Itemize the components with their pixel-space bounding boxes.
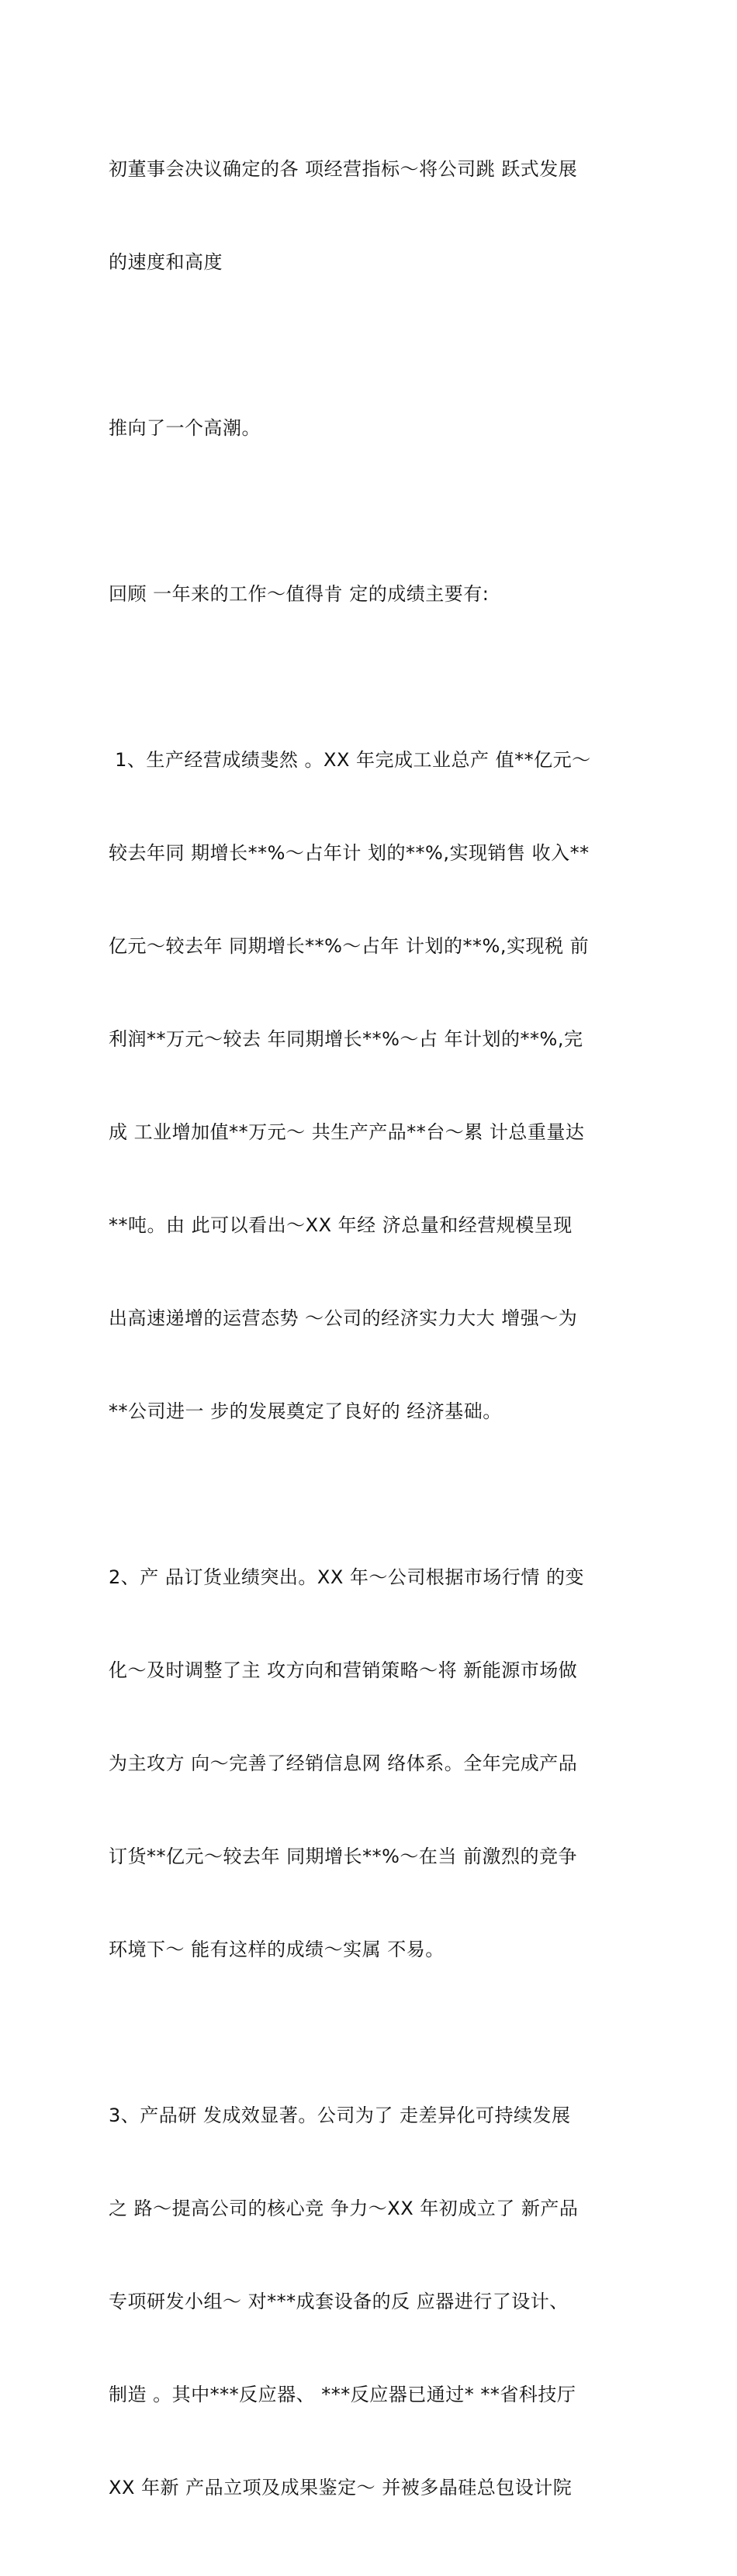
text-line: 订货**亿元～较去年 同期增长**%～在当 前激烈的竞争 <box>109 1846 578 1867</box>
paragraph-orders <box>109 1500 632 2027</box>
paragraph-production <box>109 682 632 1489</box>
text-line: 成 工业增加值**万元～ 共生产产品**台～累 计总重量达 <box>109 1121 585 1143</box>
text-line: 环境下～ 能有这样的成绩～实属 不易。 <box>109 1939 445 1960</box>
text-line: 2、产 品订货业绩突出。XX 年～公司根据市场行情 的变 <box>109 1566 585 1588</box>
document-body <box>109 92 632 2576</box>
text-line: **公司进一 步的发展奠定了良好的 经济基础。 <box>109 1400 502 1422</box>
paragraph-rnd <box>109 2038 632 2565</box>
text-line: 亿元～较去年 同期增长**%～占年 计划的**%,实现税 前 <box>109 935 590 957</box>
paragraph-3 <box>109 516 632 672</box>
text-line: **吨。由 此可以看出～XX 年经 济总量和经营规模呈现 <box>109 1214 573 1236</box>
text-line: XX 年新 产品立项及成果鉴定～ 并被多晶硅总包设计院 <box>109 2477 573 2498</box>
text-line: 的速度和高度 <box>109 251 223 273</box>
text-line: 利润**万元～较去 年同期增长**%～占 年计划的**%,完 <box>109 1028 583 1050</box>
text-line: 出高速递增的运营态势 ～公司的经济实力大大 增强～为 <box>109 1307 578 1329</box>
text-line: 推向了一个高潮。 <box>109 417 261 439</box>
text-line: 化～及时调整了主 攻方向和营销策略～将 新能源市场做 <box>109 1659 578 1681</box>
text-line: 初董事会决议确定的各 项经营指标～将公司跳 跃式发展 <box>109 158 578 180</box>
text-line: 回顾 一年来的工作～值得肯 定的成绩主要有: <box>109 583 490 605</box>
text-line: 制造 。其中***反应器、 ***反应器已通过* **省科技厅 <box>109 2384 576 2405</box>
text-line: 为主攻方 向～完善了经销信息网 络体系。全年完成产品 <box>109 1752 578 1774</box>
text-line: 之 路～提高公司的核心竞 争力～XX 年初成立了 新产品 <box>109 2198 579 2219</box>
text-line: 3、产品研 发成效显著。公司为了 走差异化可持续发展 <box>109 2105 571 2126</box>
paragraph-1 <box>109 92 632 340</box>
text-line: 较去年同 期增长**%～占年计 划的**%,实现销售 收入** <box>109 842 590 864</box>
paragraph-2 <box>109 350 632 506</box>
text-line: 专项研发小组～ 对***成套设备的反 应器进行了设计、 <box>109 2291 569 2312</box>
text-line: 1、生产经营成绩斐然 。XX 年完成工业总产 值**亿元～ <box>109 749 591 771</box>
